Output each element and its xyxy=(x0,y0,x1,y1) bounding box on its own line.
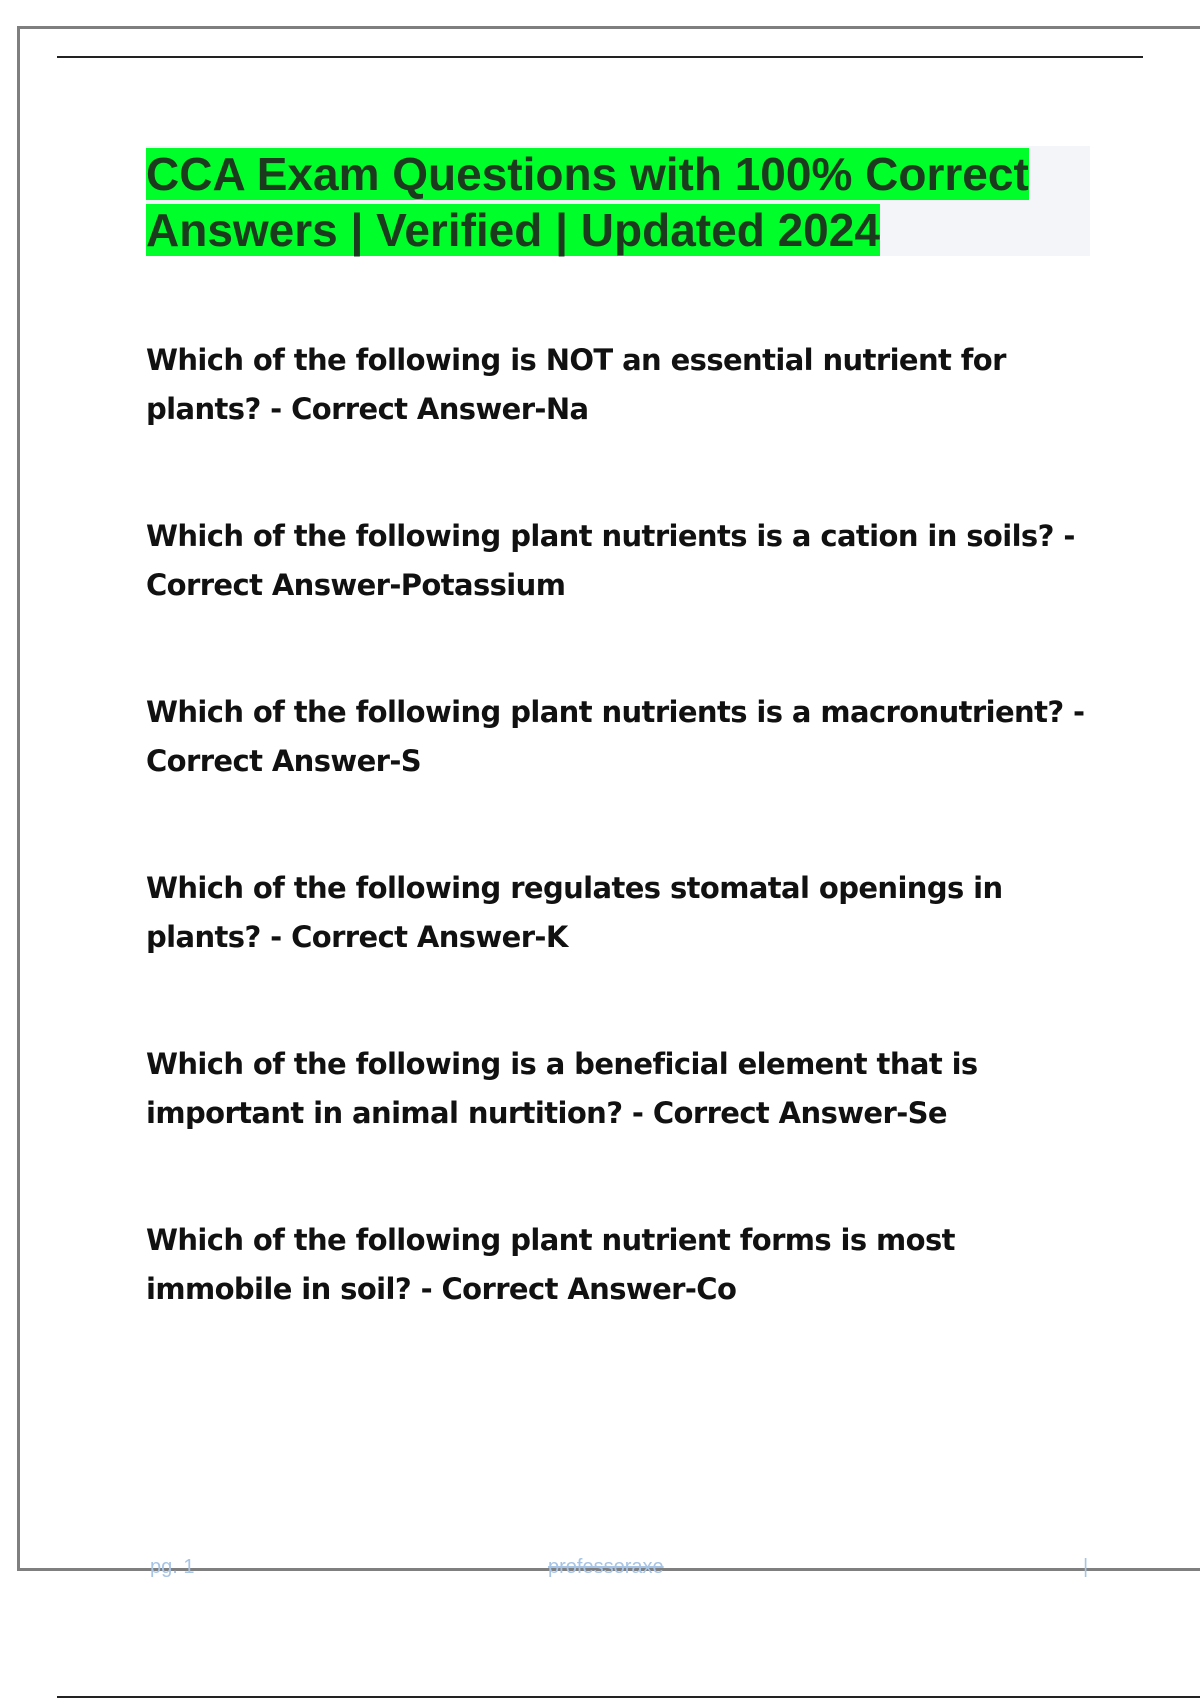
bottom-rule xyxy=(57,1696,1200,1698)
document-title-text: CCA Exam Questions with 100% Correct Answers | Verified | Updated 2024 xyxy=(146,148,1029,256)
question-item: Which of the following is a beneficial element that is important in animal nurtition? - Correct Answer-Se xyxy=(146,1047,978,1130)
document-title xyxy=(146,146,1090,258)
footer-separator: | xyxy=(1083,1556,1089,1578)
footer-page-number: pg. 1 xyxy=(150,1556,195,1578)
question-list xyxy=(146,336,1096,1392)
header-rule xyxy=(57,56,1143,58)
footer-author: professoraxe xyxy=(548,1556,664,1578)
question-item: Which of the following regulates stomatal openings in plants? - Correct Answer-K xyxy=(146,871,1003,954)
question-item: Which of the following is NOT an essential nutrient for plants? - Correct Answer-Na xyxy=(146,343,1006,426)
question-item: Which of the following plant nutrients is a macronutrient? - Correct Answer-S xyxy=(146,695,1085,778)
question-item: Which of the following plant nutrient forms is most immobile in soil? - Correct Answer-Co xyxy=(146,1223,955,1306)
page-footer xyxy=(0,1556,1200,1586)
question-item: Which of the following plant nutrients is a cation in soils? - Correct Answer-Potassium xyxy=(146,519,1075,602)
title-block xyxy=(146,146,1090,256)
